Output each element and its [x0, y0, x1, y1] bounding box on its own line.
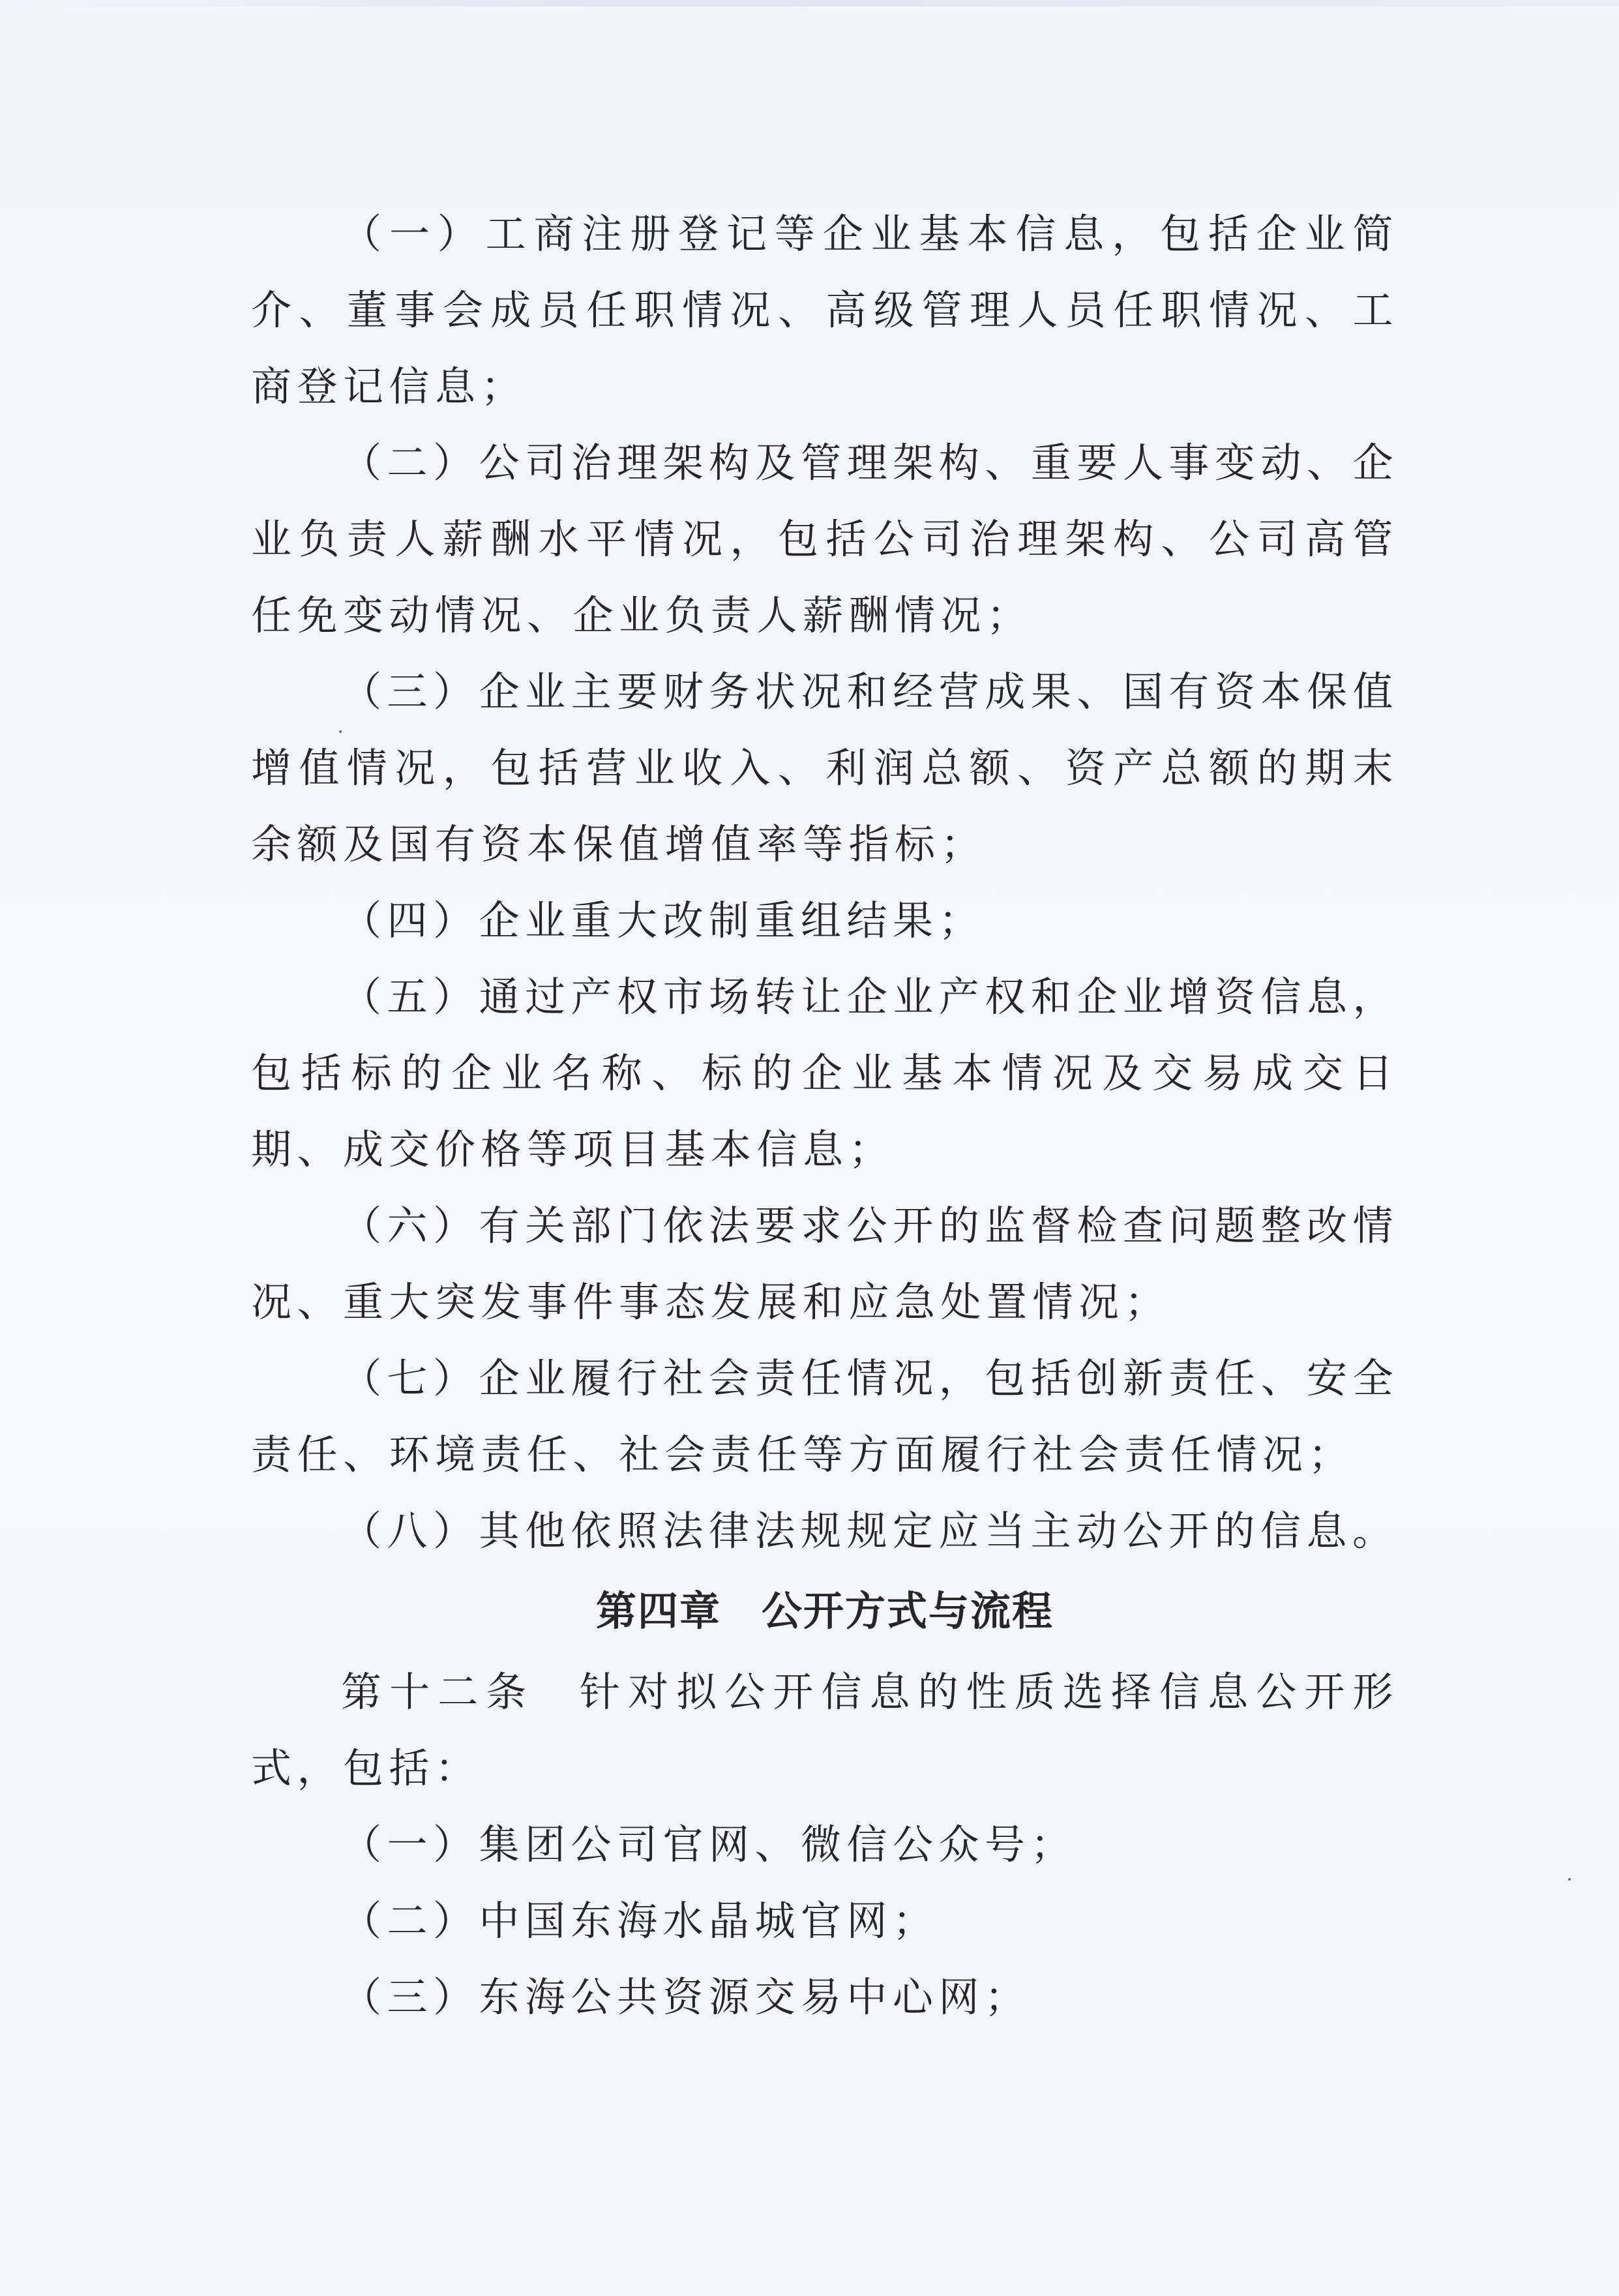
list-item: （二）中国东海水晶城官网； [341, 1897, 939, 1945]
article-paragraph [251, 1654, 1399, 1806]
scan-speck [1568, 1878, 1571, 1881]
list-item: （四）企业重大改制重组结果； [341, 897, 985, 944]
list-item: （一）集团公司官网、微信公众号； [341, 1821, 1077, 1868]
chapter-title: 公开方式与流程 [762, 1587, 1054, 1635]
chapter-heading [251, 1569, 1399, 1654]
list-item: （七）企业履行社会责任情况，包括创新责任、安全责任、环境责任、社会责任等方面履行社会责任情况； [251, 1354, 1399, 1478]
list-item: （三）企业主要财务状况和经营成果、国有资本保值增值情况，包括营业收入、利润总额、资产总额的期末余额及国有资本保值增值率等指标； [251, 668, 1399, 868]
scan-edge-shadow [0, 0, 1619, 7]
document-body [251, 196, 1399, 2035]
list-item: （二）公司治理架构及管理架构、重要人事变动、企业负责人薪酬水平情况，包括公司治理架构、公司高管任免变动情况、企业负责人薪酬情况； [251, 439, 1399, 639]
list-item: （五）通过产权市场转让企业产权和企业增资信息，包括标的企业名称、标的企业基本情况及交易成交日期、成交价格等项目基本信息； [251, 973, 1399, 1173]
chapter-number: 第四章 [595, 1587, 721, 1635]
list-item: （六）有关部门依法要求公开的监督检查问题整改情况、重大突发事件事态发展和应急处置情况； [251, 1202, 1399, 1326]
article-number: 第十二条 [341, 1668, 535, 1716]
list-item: （三）东海公共资源交易中心网； [341, 1973, 1031, 2021]
article-text: 针对拟公开信息的性质选择信息公开形式，包括： [251, 1668, 1399, 1792]
list-item: （八）其他依照法律法规规定应当主动公开的信息。 [341, 1507, 1399, 1555]
list-item: （一）工商注册登记等企业基本信息，包括企业简介、董事会成员任职情况、高级管理人员任职情况、工商登记信息； [251, 210, 1399, 410]
